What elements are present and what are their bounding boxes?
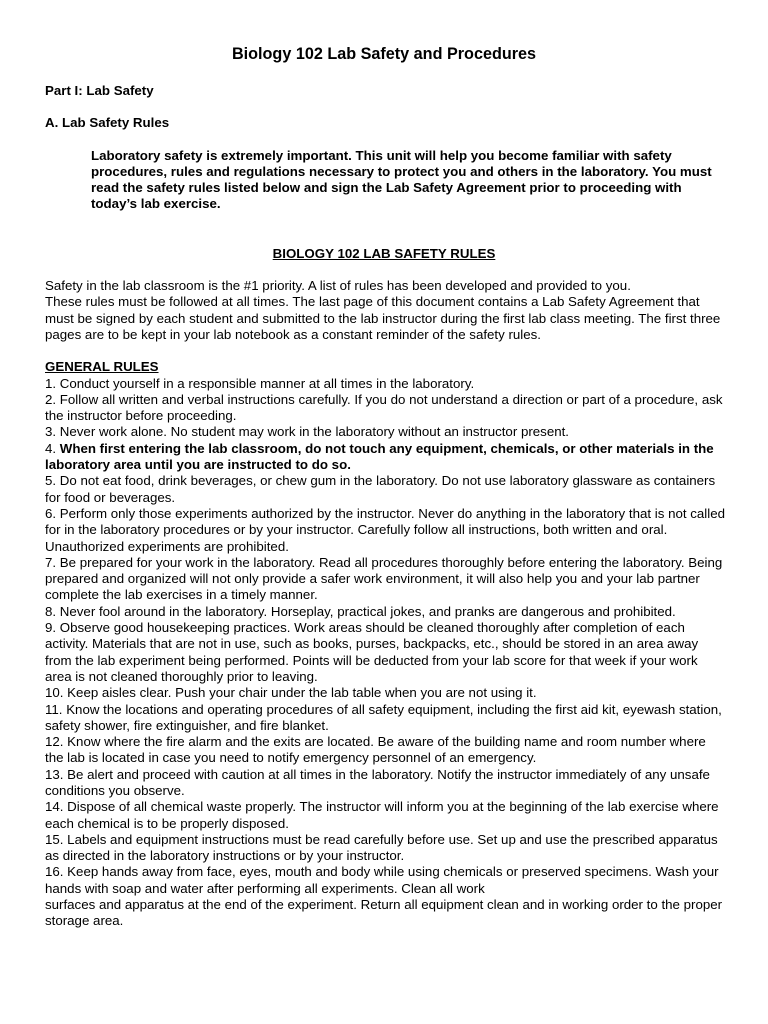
- rule-11: 11. Know the locations and operating procedures of all safety equipment, including the first aid kit, eyewash station, safety shower, fire extinguisher, and fire blanket.: [45, 701, 722, 733]
- rule-4-number: 4.: [45, 440, 60, 456]
- rule-14: 14. Dispose of all chemical waste properly. The instructor will inform you at the beginning of the lab exercise where each chemical is to be properly disposed.: [45, 799, 719, 831]
- intro-paragraph: Laboratory safety is extremely important. This unit will help you become familiar with safety procedures, rules and regulations necessary to protect you and others in the laboratory. You must read the safety rules listed below and sign the Lab Safety Agreement prior to proceeding with today’s lab exercise.: [91, 147, 712, 212]
- rule-16: [45, 864, 725, 929]
- rule-16-part-1: 16. Keep hands away from face, eyes, mouth and body while using chemicals or preserved specimens. Wash your hands with soap and water after performing all experiments. Clean all work: [45, 864, 719, 896]
- rule-15: 15. Labels and equipment instructions must be read carefully before use. Set up and use the prescribed apparatus as directed in the laboratory instructions or by your instructor.: [45, 831, 718, 864]
- priority-line-1: Safety in the lab classroom is the #1 priority. A list of rules has been developed and provided to you.: [45, 278, 631, 294]
- section-heading: A. Lab Safety Rules: [45, 115, 170, 131]
- rule-8: 8. Never fool around in the laboratory. Horseplay, practical jokes, and pranks are dangerous and prohibited.: [45, 603, 676, 619]
- rule-16-part-2: surfaces and apparatus at the end of the experiment. Return all equipment clean and in working order to the proper storage area.: [45, 897, 723, 929]
- rules-heading: BIOLOGY 102 LAB SAFETY RULES: [272, 245, 496, 261]
- rule-3: 3. Never work alone. No student may work in the laboratory without an instructor present.: [45, 424, 569, 440]
- rule-2: 2. Follow all written and verbal instructions carefully. If you do not understand a direction or part of a procedure, ask the instructor before proceeding.: [45, 391, 723, 424]
- rule-5: 5. Do not eat food, drink beverages, or chew gum in the laboratory. Do not use laboratory glassware as containers for food or beverages.: [45, 473, 716, 505]
- general-rules-heading: GENERAL RULES: [45, 359, 159, 375]
- rule-1: 1. Conduct yourself in a responsible manner at all times in the laboratory.: [45, 375, 475, 391]
- rule-10: 10. Keep aisles clear. Push your chair under the lab table when you are not using it.: [45, 685, 537, 701]
- priority-paragraph: [45, 278, 725, 343]
- rule-4-bold-text: When first entering the lab classroom, do not touch any equipment, chemicals, or other materials in the laboratory area until you are instructed to do so.: [45, 440, 714, 473]
- general-rules-list: [45, 376, 725, 930]
- rule-7: 7. Be prepared for your work in the laboratory. Read all procedures thoroughly before entering the laboratory. Being prepared and organized will not only provide a safer work environment, it will also help you and your lab partner complete the lab exercises in a timely manner.: [45, 554, 723, 603]
- rule-4: [45, 441, 725, 474]
- document-title: Biology 102 Lab Safety and Procedures: [231, 45, 537, 63]
- priority-line-2: These rules must be followed at all times. The last page of this document contains a Lab Safety Agreement that must be signed by each student and submitted to the lab instructor during the first lab class meeting. The first three pages are to be kept in your lab notebook as a constant reminder of the safety rules.: [45, 294, 721, 342]
- rule-9: 9. Observe good housekeeping practices. Work areas should be cleaned thoroughly after completion of each activity. Materials that are not in use, such as books, purses, backpacks, etc., should be stored in an area away from the lab experiment being performed. Points will be deducted from your lab score for that week if your work area is not cleaned thoroughly prior to leaving.: [45, 620, 699, 684]
- part-heading: Part I: Lab Safety: [45, 83, 154, 98]
- rule-13: 13. Be alert and proceed with caution at all times in the laboratory. Notify the instructor immediately of any unsafe conditions you observe.: [45, 766, 710, 798]
- rule-12: 12. Know where the fire alarm and the exits are located. Be aware of the building name and room number where the lab is located in case you need to notify emergency personnel of an emergency.: [45, 734, 706, 766]
- document-page: [45, 44, 725, 930]
- rule-6: 6. Perform only those experiments authorized by the instructor. Never do anything in the laboratory that is not called for in the laboratory procedures or by your instructor. Carefully follow all instructions, both written and oral. Unauthorized experiments are prohibited.: [45, 505, 725, 554]
